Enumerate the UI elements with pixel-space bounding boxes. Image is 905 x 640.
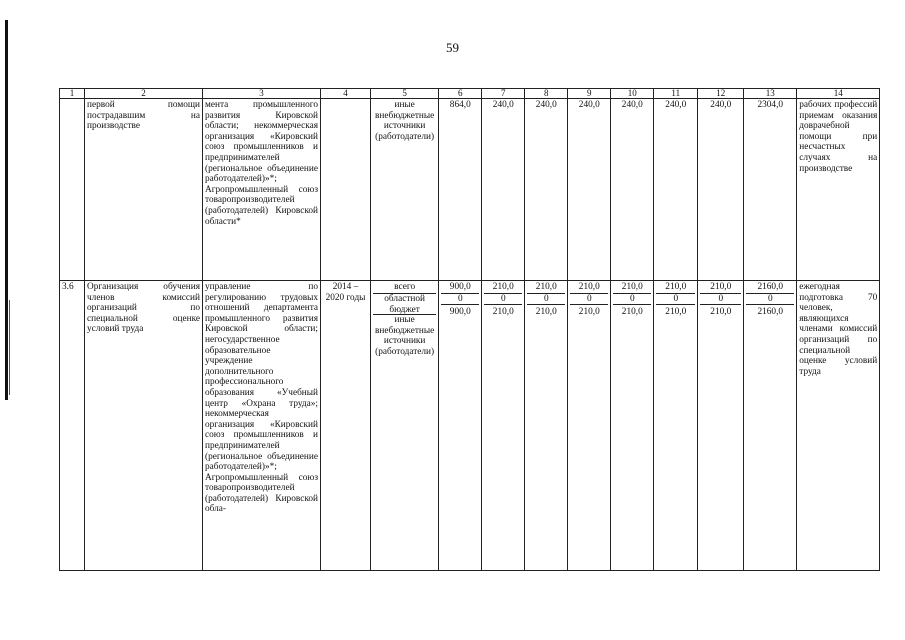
amount-year bbox=[611, 281, 654, 571]
header-row bbox=[60, 89, 880, 99]
value-total: 900,0 bbox=[441, 282, 479, 294]
executors: управление по регулированию трудовых отношений департамента промышленного развития Кировской области; негосударственное образовательное учреждение дополнительного профессионального образования «Учебный центр «Охрана труда»; некоммерческая организация «Кировский союз промышленников и предпринимателей (региональное объединение работодателей)»*; Агропромышленный союз товаропроизводителей (работодателей) Кировской обла- bbox=[203, 281, 321, 571]
header-cell: 14 bbox=[797, 89, 880, 99]
value-other: 900,0 bbox=[449, 307, 471, 317]
amount-year: 240,0 bbox=[698, 99, 744, 281]
value-total: 210,0 bbox=[527, 282, 565, 294]
source-other: иные внебюджетные источники (работодатели) bbox=[375, 315, 435, 357]
amount-year: 240,0 bbox=[482, 99, 525, 281]
value-regional: 0 bbox=[441, 294, 479, 305]
value-other: 210,0 bbox=[578, 307, 600, 317]
value-total: 210,0 bbox=[656, 282, 695, 294]
value-other: 210,0 bbox=[665, 307, 687, 317]
period: 2014 – 2020 годы bbox=[321, 281, 371, 571]
header-cell: 12 bbox=[698, 89, 744, 99]
expected-result: рабочих профессий приемам оказания доврачебной помощи при несчастных случаях на производстве bbox=[797, 99, 880, 281]
value-regional: 0 bbox=[746, 294, 794, 305]
value-regional: 0 bbox=[656, 294, 695, 305]
funding-source bbox=[371, 281, 439, 571]
expected-result: ежегодная подготовка 70 человек, являющихся членами комиссий организаций по специальной оценке условий труда bbox=[797, 281, 880, 571]
amount-year bbox=[568, 281, 611, 571]
source-total: всего bbox=[394, 282, 416, 292]
value-total: 210,0 bbox=[484, 282, 522, 294]
header-cell: 6 bbox=[439, 89, 482, 99]
value-regional: 0 bbox=[613, 294, 651, 305]
amount-year bbox=[482, 281, 525, 571]
program-activities-table bbox=[59, 88, 880, 571]
header-cell: 4 bbox=[321, 89, 371, 99]
page-number: 59 bbox=[446, 40, 459, 55]
header-cell: 9 bbox=[568, 89, 611, 99]
header-cell: 5 bbox=[371, 89, 439, 99]
amount-total: 864,0 bbox=[439, 99, 482, 281]
row-number bbox=[60, 99, 85, 281]
header-cell: 7 bbox=[482, 89, 525, 99]
activity-name: первой помощи пострадавшим на производстве bbox=[85, 99, 203, 281]
amount-year bbox=[654, 281, 698, 571]
value-total: 210,0 bbox=[570, 282, 608, 294]
period bbox=[321, 99, 371, 281]
row-number: 3.6 bbox=[60, 281, 85, 571]
activity-name: Организация обучения членов комиссий организаций по специальной оценке условий труда bbox=[85, 281, 203, 571]
amount-year bbox=[698, 281, 744, 571]
amount-year bbox=[525, 281, 568, 571]
header-cell: 13 bbox=[744, 89, 797, 99]
value-regional: 0 bbox=[570, 294, 608, 305]
header-cell: 10 bbox=[611, 89, 654, 99]
header-cell: 3 bbox=[203, 89, 321, 99]
value-other: 210,0 bbox=[710, 307, 732, 317]
source-regional-budget: областной бюджет bbox=[373, 293, 436, 315]
scan-edge-mark bbox=[5, 20, 8, 400]
funding-source: иные внебюджетные источники (работодатели) bbox=[371, 99, 439, 281]
amount-year: 240,0 bbox=[611, 99, 654, 281]
value-other: 210,0 bbox=[535, 307, 557, 317]
amount-year: 240,0 bbox=[654, 99, 698, 281]
table-row bbox=[60, 99, 880, 281]
amount-sum bbox=[744, 281, 797, 571]
value-other: 2160,0 bbox=[757, 307, 784, 317]
amount-year: 240,0 bbox=[525, 99, 568, 281]
value-regional: 0 bbox=[700, 294, 741, 305]
header-cell: 8 bbox=[525, 89, 568, 99]
amount-year: 240,0 bbox=[568, 99, 611, 281]
value-other: 210,0 bbox=[492, 307, 514, 317]
value-total: 2160,0 bbox=[746, 282, 794, 294]
amount-total bbox=[439, 281, 482, 571]
header-cell: 11 bbox=[654, 89, 698, 99]
value-total: 210,0 bbox=[613, 282, 651, 294]
value-other: 210,0 bbox=[621, 307, 643, 317]
header-cell: 1 bbox=[60, 89, 85, 99]
amount-sum: 2304,0 bbox=[744, 99, 797, 281]
value-total: 210,0 bbox=[700, 282, 741, 294]
scan-edge-mark-secondary bbox=[9, 300, 10, 395]
value-regional: 0 bbox=[527, 294, 565, 305]
header-cell: 2 bbox=[85, 89, 203, 99]
table-row bbox=[60, 281, 880, 571]
executors: мента промышленного развития Кировской области; некоммерческая организация «Кировский союз промышленников и предпринимателей (региональное объединение работодателей)»*; Агропромышленный союз товаропроизводителей (работодателей) Кировской области* bbox=[203, 99, 321, 281]
value-regional: 0 bbox=[484, 294, 522, 305]
